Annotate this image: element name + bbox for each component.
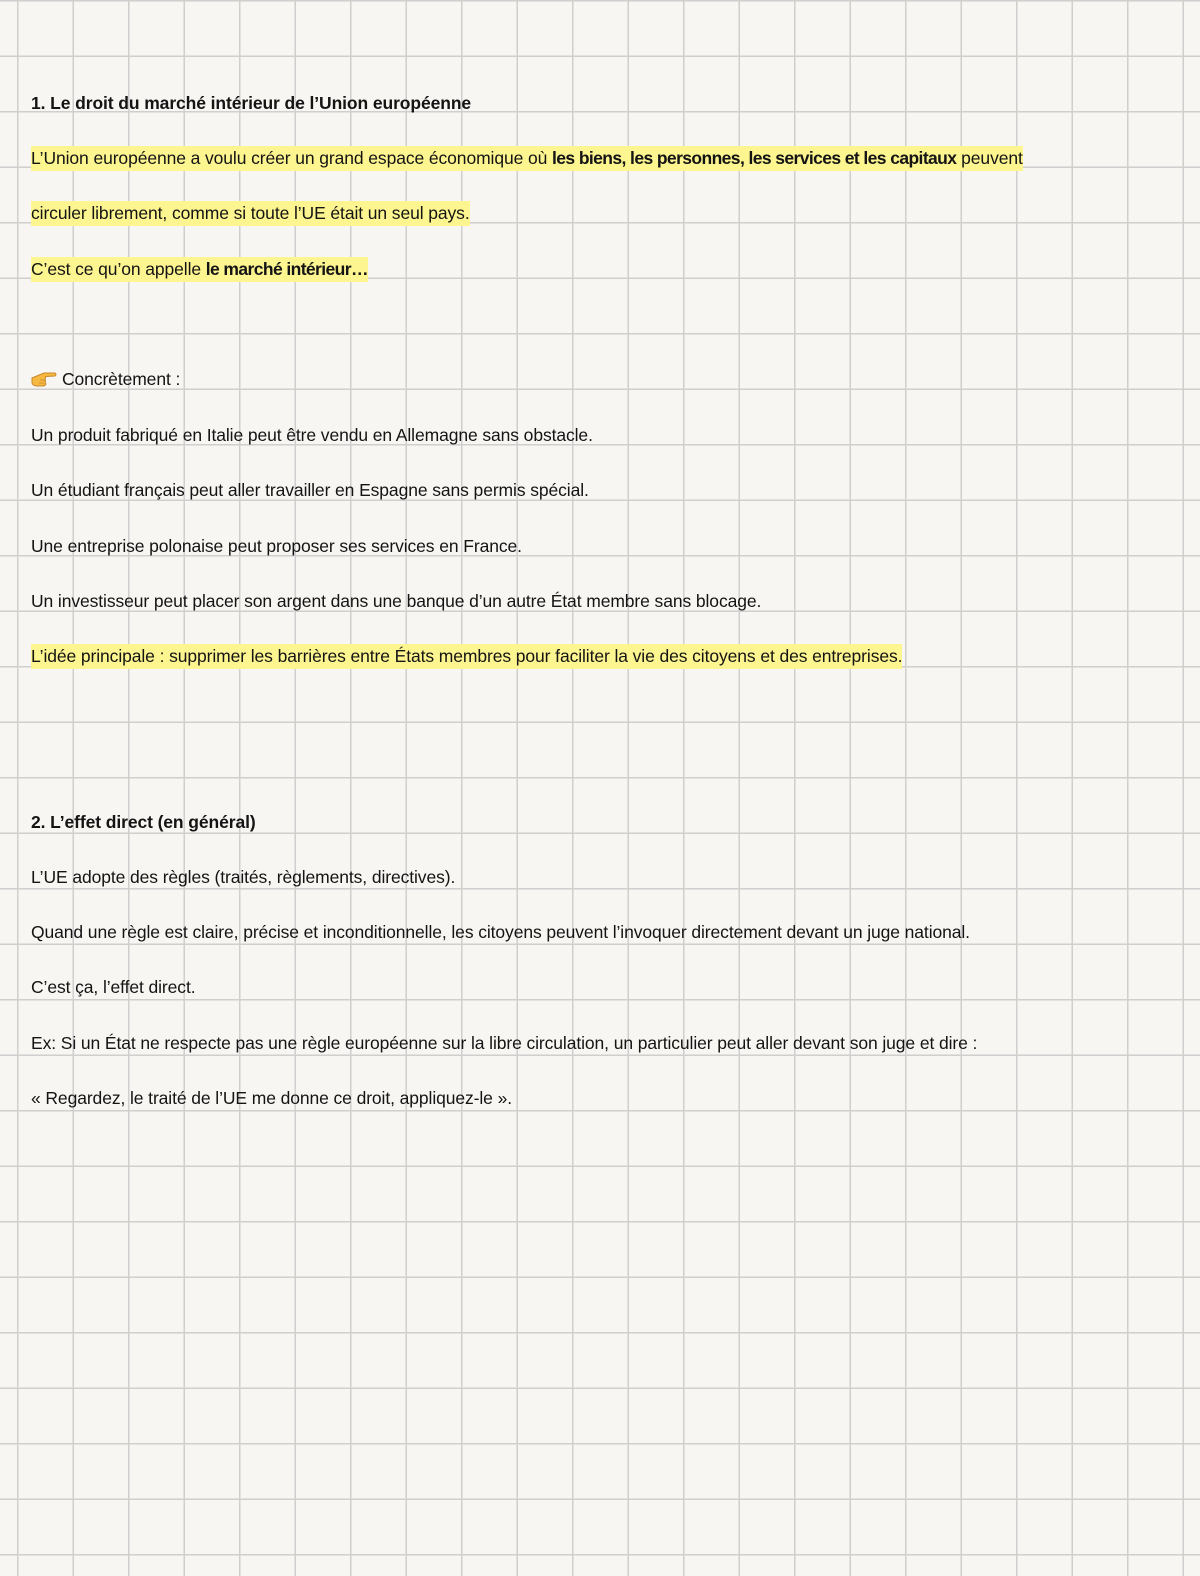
direct-effect-line: Quand une règle est claire, précise et inconditionnelle, les citoyens peuvent l’invoquer directement devant un juge national. (31, 922, 970, 942)
concretely-label-line (31, 367, 180, 391)
example-item: Un étudiant français peut aller travailler en Espagne sans permis spécial. (31, 480, 589, 500)
direct-effect-line: L’UE adopte des règles (traités, règlements, directives). (31, 867, 456, 887)
intro-paragraph-line-1 (31, 146, 1023, 170)
pointing-hand-icon (31, 369, 57, 389)
direct-effect-line: « Regardez, le traité de l’UE me donne ce droit, appliquez-le ». (31, 1088, 512, 1108)
example-item: Un investisseur peut placer son argent dans une banque d’un autre État membre sans blocage. (31, 591, 762, 611)
direct-effect-line: C’est ça, l’effet direct. (31, 977, 196, 997)
intro-text-end: peuvent (956, 148, 1023, 168)
direct-effect-line: Ex: Si un État ne respecte pas une règle européenne sur la libre circulation, un particulier peut aller devant son juge et dire : (31, 1033, 978, 1053)
concretely-label: Concrètement : (62, 369, 181, 389)
section-2-heading: 2. L’effet direct (en général) (31, 812, 256, 832)
example-item: Un produit fabriqué en Italie peut être vendu en Allemagne sans obstacle. (31, 425, 593, 445)
definition-text: C’est ce qu’on appelle (31, 259, 206, 279)
intro-text-continuation: circuler librement, comme si toute l’UE était un seul pays. (31, 201, 470, 226)
intro-text-start: L’Union européenne a voulu créer un grand espace économique où (31, 148, 553, 168)
example-item: Une entreprise polonaise peut proposer ses services en France. (31, 536, 522, 556)
main-idea-line (31, 644, 902, 668)
intro-paragraph-line-2 (31, 201, 470, 225)
section-1-heading: 1. Le droit du marché intérieur de l’Union européenne (31, 93, 472, 113)
internal-market-bold: le marché intérieur… (205, 259, 368, 279)
internal-market-definition (31, 257, 368, 281)
four-freedoms-bold: les biens, les personnes, les services et les capitaux (552, 148, 957, 168)
main-idea-text: L’idée principale : supprimer les barrières entre États membres pour faciliter la vie des citoyens et des entreprises. (31, 644, 902, 669)
